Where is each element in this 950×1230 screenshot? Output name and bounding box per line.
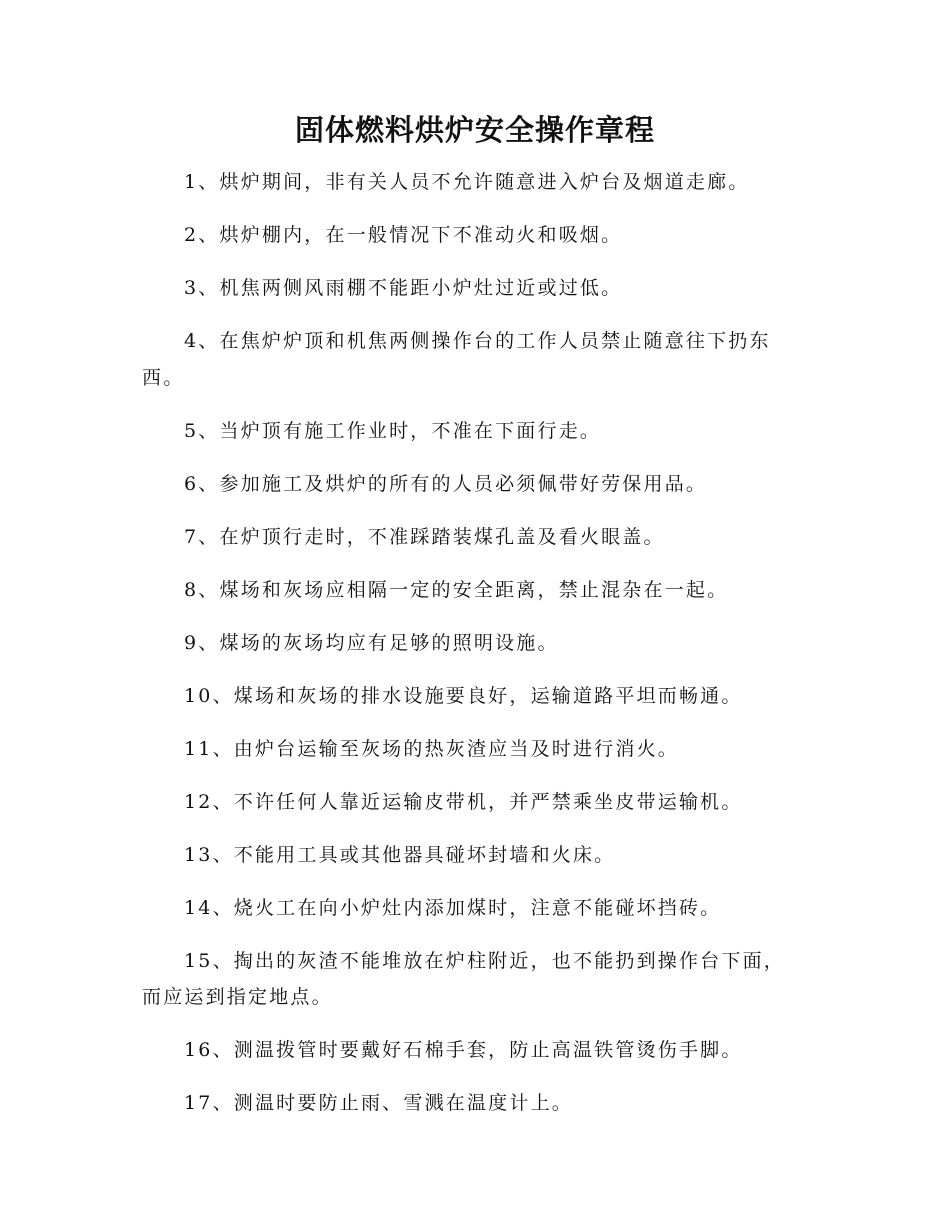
paragraph-12: 12、不许任何人靠近运输皮带机，并严禁乘坐皮带运输机。 [184,790,743,813]
paragraph-4: 4、在焦炉炉顶和机焦两侧操作台的工作人员禁止随意往下扔东西。 [142,330,771,389]
paragraph-16: 16、测温拨管时要戴好石棉手套，防止高温铁管烫伤手脚。 [184,1039,743,1061]
paragraph-11: 11、由炉台运输至灰场的热灰渣应当及时进行消火。 [184,737,679,760]
paragraph-10: 10、煤场和灰场的排水设施要良好，运输道路平坦而畅通。 [184,684,743,707]
document-title: 固体燃料烘炉安全操作章程 [294,113,655,147]
paragraph-1: 1、烘炉期间，非有关人员不允许随意进入炉台及烟道走廊。 [184,171,750,193]
paragraph-2: 2、烘炉棚内，在一般情况下不准动火和吸烟。 [184,224,623,246]
paragraph-15: 15、掏出的灰渣不能堆放在炉柱附近，也不能扔到操作台下面，而应运到指定地点。 [142,949,785,1008]
paragraph-7: 7、在炉顶行走时，不准踩踏装煤孔盖及看火眼盖。 [184,525,665,548]
paragraph-14: 14、烧火工在向小炉灶内添加煤时，注意不能碰坏挡砖。 [184,896,722,919]
paragraph-9: 9、煤场的灰场均应有足够的照明设施。 [184,631,559,654]
paragraph-8: 8、煤场和灰场应相隔一定的安全距离，禁止混杂在一起。 [184,578,729,601]
paragraph-17: 17、测温时要防止雨、雪溅在温度计上。 [184,1092,573,1114]
document-body [142,164,792,1138]
paragraph-5: 5、当炉顶有施工作业时，不准在下面行走。 [184,419,602,442]
paragraph-6: 6、参加施工及烘炉的所有的人员必须佩带好劳保用品。 [184,472,708,495]
paragraph-3: 3、机焦两侧风雨棚不能距小炉灶过近或过低。 [184,277,623,299]
paragraph-13: 13、不能用工具或其他器具碰坏封墙和火床。 [184,843,616,866]
